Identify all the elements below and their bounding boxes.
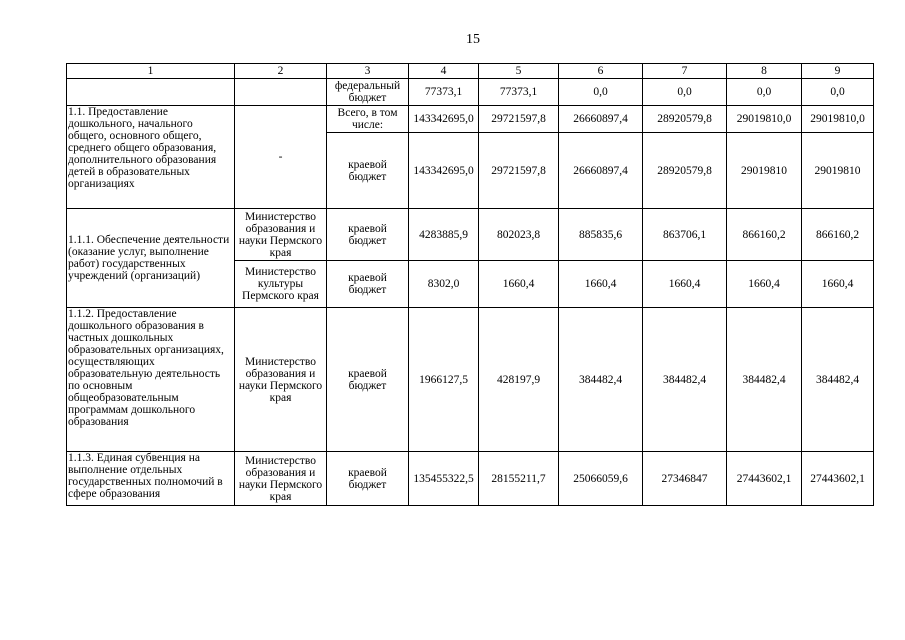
value-cell: 384482,4 — [643, 308, 727, 452]
executor-cell: - — [235, 106, 327, 209]
value-cell: 29721597,8 — [479, 106, 559, 133]
value-cell: 384482,4 — [802, 308, 874, 452]
name-cell: 1.1. Предоставление дошкольного, начального общего, основного общего, среднего общего образования, дополнительного образования детей в образовательных организациях — [67, 106, 235, 209]
header-row — [67, 64, 874, 79]
value-cell: 0,0 — [727, 79, 802, 106]
value-cell: 26660897,4 — [559, 106, 643, 133]
value-cell: 27443602,1 — [727, 452, 802, 506]
value-cell: 29019810 — [802, 133, 874, 209]
header-cell: 9 — [802, 64, 874, 79]
value-cell: 29019810,0 — [802, 106, 874, 133]
executor-cell: Министерство образования и науки Пермского края — [235, 452, 327, 506]
value-cell: 1660,4 — [643, 261, 727, 308]
budget-table — [66, 63, 874, 506]
value-cell: 866160,2 — [727, 209, 802, 261]
name-cell: 1.1.1. Обеспечение деятельности (оказание услуг, выполнение работ) государственных учреждений (организаций) — [67, 209, 235, 308]
value-cell: 8302,0 — [409, 261, 479, 308]
value-cell: 863706,1 — [643, 209, 727, 261]
name-cell: 1.1.2. Предоставление дошкольного образования в частных дошкольных образовательных организациях, осуществляющих образовательную деятельность по основным общеобразовательным программам дошкольного образования — [67, 308, 235, 452]
source-cell: Всего, в том числе: — [327, 106, 409, 133]
value-cell: 1660,4 — [479, 261, 559, 308]
value-cell: 0,0 — [559, 79, 643, 106]
header-cell: 4 — [409, 64, 479, 79]
executor-cell — [235, 79, 327, 106]
value-cell: 885835,6 — [559, 209, 643, 261]
value-cell: 29721597,8 — [479, 133, 559, 209]
header-cell: 5 — [479, 64, 559, 79]
value-cell: 143342695,0 — [409, 133, 479, 209]
header-cell: 6 — [559, 64, 643, 79]
source-cell: краевой бюджет — [327, 133, 409, 209]
name-cell — [67, 79, 235, 106]
value-cell: 428197,9 — [479, 308, 559, 452]
value-cell: 0,0 — [643, 79, 727, 106]
source-cell: краевой бюджет — [327, 452, 409, 506]
value-cell: 802023,8 — [479, 209, 559, 261]
executor-cell: Министерство образования и науки Пермского края — [235, 308, 327, 452]
header-cell: 3 — [327, 64, 409, 79]
value-cell: 1660,4 — [727, 261, 802, 308]
value-cell: 77373,1 — [479, 79, 559, 106]
value-cell: 29019810 — [727, 133, 802, 209]
executor-cell: Министерство образования и науки Пермского края — [235, 209, 327, 261]
name-cell: 1.1.3. Единая субвенция на выполнение отдельных государственных полномочий в сфере образования — [67, 452, 235, 506]
source-cell: краевой бюджет — [327, 261, 409, 308]
source-cell: краевой бюджет — [327, 209, 409, 261]
value-cell: 27346847 — [643, 452, 727, 506]
table-row — [67, 308, 874, 452]
value-cell: 384482,4 — [727, 308, 802, 452]
page-number: 15 — [466, 32, 480, 47]
value-cell: 143342695,0 — [409, 106, 479, 133]
header-cell: 1 — [67, 64, 235, 79]
table-row — [67, 79, 874, 106]
table-row — [67, 106, 874, 133]
value-cell: 1660,4 — [802, 261, 874, 308]
header-cell: 2 — [235, 64, 327, 79]
value-cell: 1966127,5 — [409, 308, 479, 452]
value-cell: 4283885,9 — [409, 209, 479, 261]
value-cell: 28155211,7 — [479, 452, 559, 506]
header-cell: 7 — [643, 64, 727, 79]
value-cell: 28920579,8 — [643, 133, 727, 209]
header-cell: 8 — [727, 64, 802, 79]
source-cell: краевой бюджет — [327, 308, 409, 452]
table-row — [67, 209, 874, 261]
value-cell: 25066059,6 — [559, 452, 643, 506]
table-row — [67, 452, 874, 506]
value-cell: 77373,1 — [409, 79, 479, 106]
value-cell: 1660,4 — [559, 261, 643, 308]
value-cell: 0,0 — [802, 79, 874, 106]
value-cell: 28920579,8 — [643, 106, 727, 133]
value-cell: 135455322,5 — [409, 452, 479, 506]
source-cell: федеральный бюджет — [327, 79, 409, 106]
value-cell: 26660897,4 — [559, 133, 643, 209]
value-cell: 29019810,0 — [727, 106, 802, 133]
value-cell: 27443602,1 — [802, 452, 874, 506]
executor-cell: Министерство культуры Пермского края — [235, 261, 327, 308]
value-cell: 866160,2 — [802, 209, 874, 261]
value-cell: 384482,4 — [559, 308, 643, 452]
